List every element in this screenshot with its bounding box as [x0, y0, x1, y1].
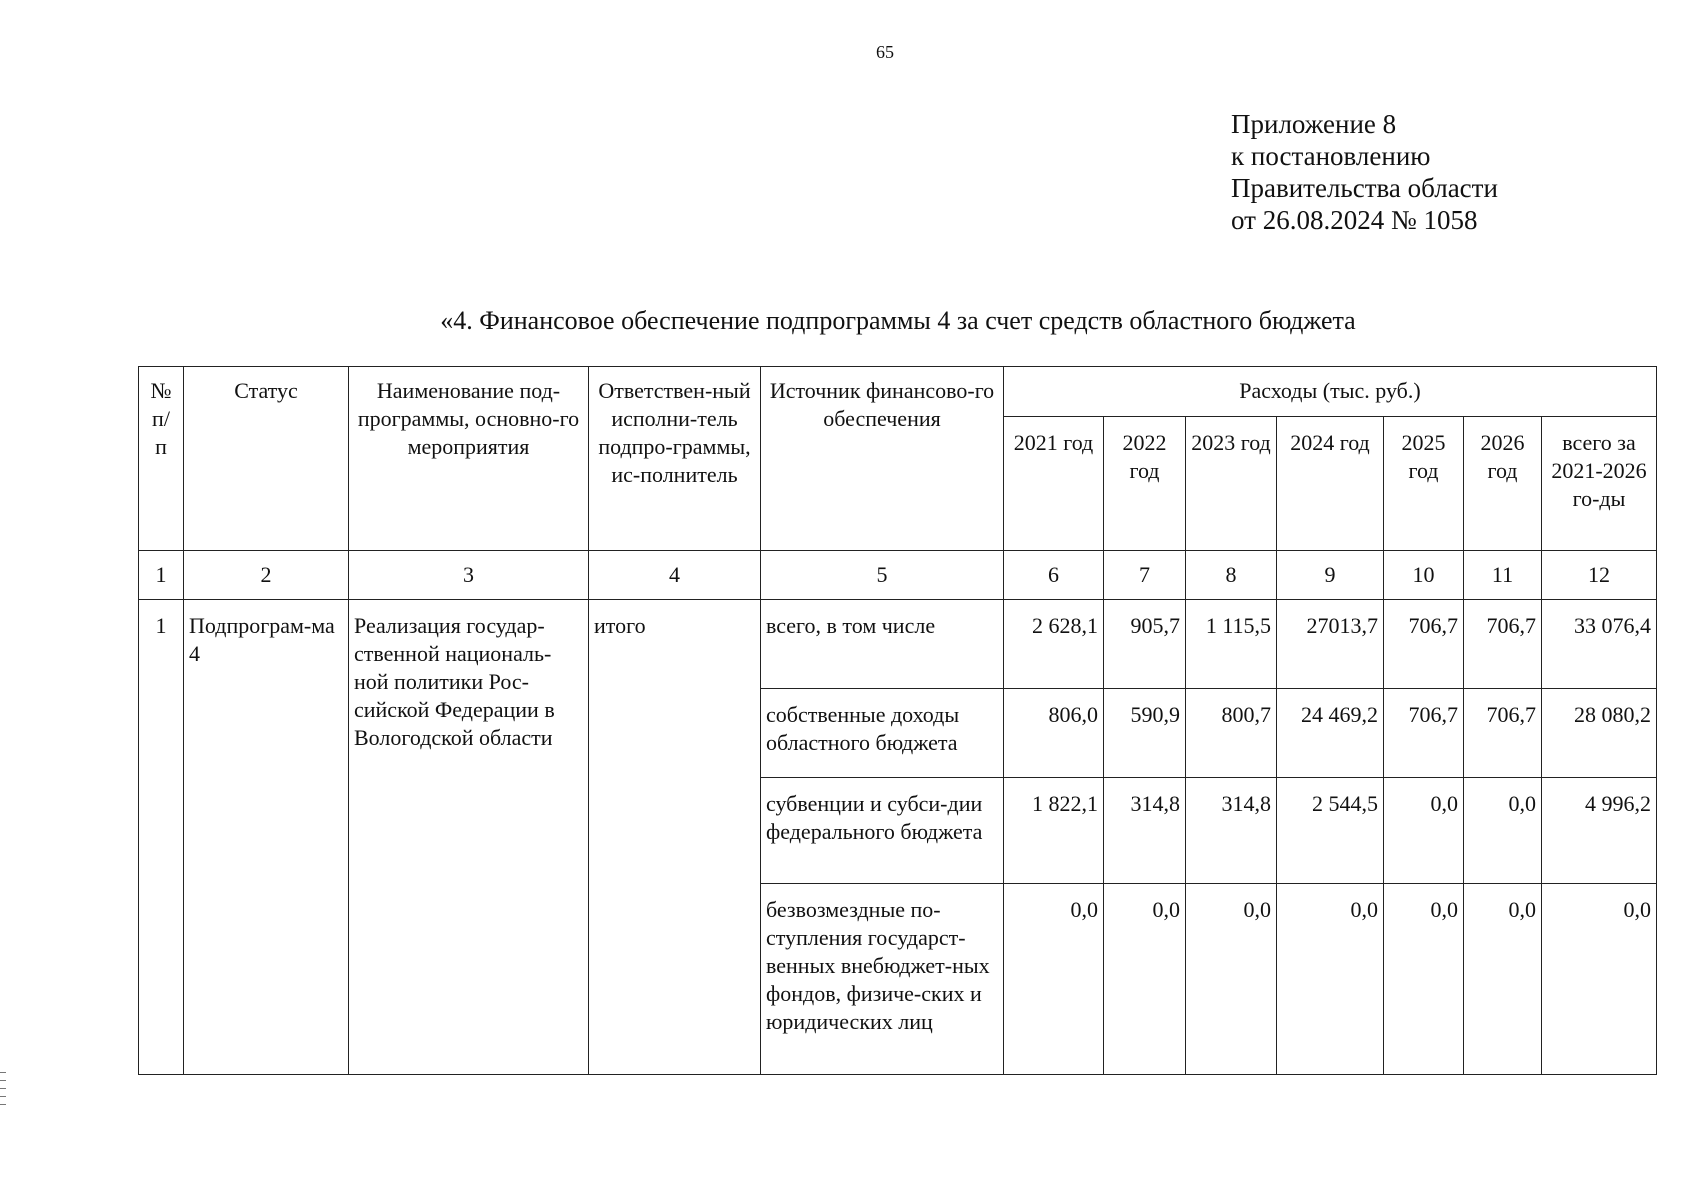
value-cell: 24 469,2 [1277, 689, 1384, 778]
scan-edge-mark [0, 1104, 6, 1105]
value-cell: 1 822,1 [1004, 778, 1104, 884]
value-cell: 905,7 [1104, 600, 1186, 689]
value-cell: 28 080,2 [1542, 689, 1657, 778]
row-status: Подпрограм-ма 4 [184, 600, 349, 1075]
column-number: 12 [1542, 551, 1657, 600]
value-cell: 0,0 [1542, 884, 1657, 1075]
value-cell: 706,7 [1384, 689, 1464, 778]
source-label: безвозмездные по-ступления государст-венных внебюджет-ных фондов, физиче-ских и юридических лиц [761, 884, 1004, 1075]
value-cell: 706,7 [1464, 689, 1542, 778]
value-cell: 314,8 [1186, 778, 1277, 884]
page-number: 65 [876, 42, 894, 62]
value-cell: 0,0 [1464, 778, 1542, 884]
value-cell: 706,7 [1384, 600, 1464, 689]
value-cell: 0,0 [1464, 884, 1542, 1075]
value-cell: 706,7 [1464, 600, 1542, 689]
appendix-note [1231, 108, 1498, 236]
appendix-line: к постановлению [1231, 141, 1431, 171]
finance-table [138, 366, 1657, 1075]
header-year: 2024 год [1277, 417, 1384, 551]
value-cell: 1 115,5 [1186, 600, 1277, 689]
scan-edge-mark [0, 1096, 6, 1097]
appendix-line: Приложение 8 [1231, 109, 1397, 139]
column-number: 3 [349, 551, 589, 600]
value-cell: 2 628,1 [1004, 600, 1104, 689]
appendix-line: Правительства области [1231, 173, 1498, 203]
value-cell: 800,7 [1186, 689, 1277, 778]
header-year: 2026 год [1464, 417, 1542, 551]
row-executor: итого [589, 600, 761, 1075]
document-title: «4. Финансовое обеспечение подпрограммы 4 за счет средств областного бюджета [440, 306, 1356, 335]
table-row [139, 600, 1657, 689]
scan-edge-mark [0, 1080, 6, 1081]
column-number: 8 [1186, 551, 1277, 600]
value-cell: 806,0 [1004, 689, 1104, 778]
value-cell: 0,0 [1004, 884, 1104, 1075]
column-number: 7 [1104, 551, 1186, 600]
header-status: Статус [184, 367, 349, 551]
value-cell: 314,8 [1104, 778, 1186, 884]
value-cell: 0,0 [1277, 884, 1384, 1075]
value-cell: 33 076,4 [1542, 600, 1657, 689]
column-number: 9 [1277, 551, 1384, 600]
value-cell: 0,0 [1384, 884, 1464, 1075]
column-number: 6 [1004, 551, 1104, 600]
header-executor: Ответствен-ный исполни-тель подпро-граммы, ис-полнитель [589, 367, 761, 551]
value-cell: 4 996,2 [1542, 778, 1657, 884]
column-number: 1 [139, 551, 184, 600]
header-source: Источник финансово-го обеспечения [761, 367, 1004, 551]
header-row [139, 367, 1657, 417]
value-cell: 27013,7 [1277, 600, 1384, 689]
header-total: всего за 2021-2026 го-ды [1542, 417, 1657, 551]
column-number: 4 [589, 551, 761, 600]
source-label: собственные доходы областного бюджета [761, 689, 1004, 778]
row-name: Реализация государ-ственной националь-ной политики Рос-сийской Федерации в Вологодской области [349, 600, 589, 1075]
header-year: 2021 год [1004, 417, 1104, 551]
row-number: 1 [139, 600, 184, 1075]
scan-edge-mark [0, 1072, 6, 1073]
column-number-row [139, 551, 1657, 600]
scan-edge-mark [0, 1088, 6, 1089]
header-expenses: Расходы (тыс. руб.) [1004, 367, 1657, 417]
value-cell: 590,9 [1104, 689, 1186, 778]
column-number: 10 [1384, 551, 1464, 600]
source-label: субвенции и субси-дии федерального бюджета [761, 778, 1004, 884]
header-year: 2025 год [1384, 417, 1464, 551]
header-year: 2023 год [1186, 417, 1277, 551]
appendix-line: от 26.08.2024 № 1058 [1231, 205, 1478, 235]
header-year: 2022 год [1104, 417, 1186, 551]
header-num: № п/ п [139, 367, 184, 551]
source-label: всего, в том числе [761, 600, 1004, 689]
value-cell: 0,0 [1186, 884, 1277, 1075]
value-cell: 0,0 [1384, 778, 1464, 884]
header-name: Наименование под-программы, основно-го мероприятия [349, 367, 589, 551]
column-number: 5 [761, 551, 1004, 600]
value-cell: 2 544,5 [1277, 778, 1384, 884]
column-number: 11 [1464, 551, 1542, 600]
value-cell: 0,0 [1104, 884, 1186, 1075]
column-number: 2 [184, 551, 349, 600]
